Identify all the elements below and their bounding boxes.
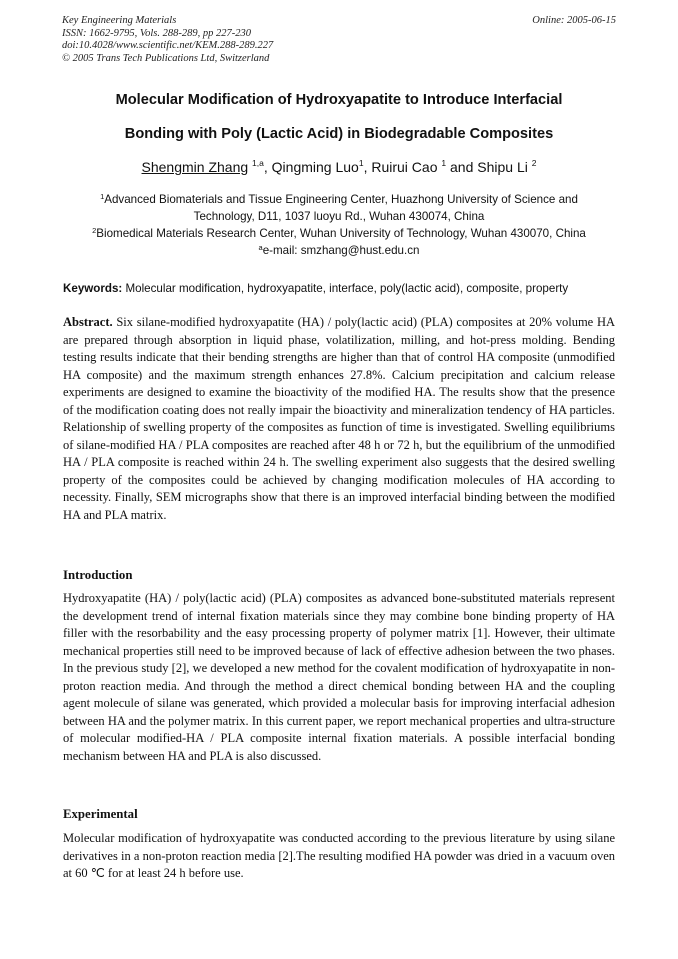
issn-line: ISSN: 1662-9795, Vols. 288-289, pp 227-230 — [62, 27, 251, 39]
author-4-affiliation-mark: 2 — [531, 158, 537, 168]
author-3: , Ruirui Cao — [363, 159, 442, 175]
copyright-line: © 2005 Trans Tech Publications Ltd, Switzerland — [62, 52, 270, 64]
email-mark: a — [258, 243, 263, 252]
paper-title-line-1: Molecular Modification of Hydroxyapatite to Introduce Interfacial — [115, 92, 563, 108]
author-2-affiliation-mark: 1 — [358, 158, 364, 168]
author-list — [62, 158, 616, 175]
online-date: Online: 2005-06-15 — [532, 15, 616, 26]
author-4: and Shipu Li — [446, 159, 532, 175]
contact-email — [62, 239, 616, 259]
author-3-affiliation-mark: 1 — [441, 158, 447, 168]
introduction-paragraph: Hydroxyapatite (HA) / poly(lactic acid) (PLA) composites as advanced bone-substituted materials represent the development trend of internal fixation materials since they may combine bone binding property of HA filler with the resorbability and the easy processing property of polymer matrix [1]. However, their ultimate mechanical properties still need to be improved because of lack of effective adhesion between the two phases. In the previous study [2], we developed a new method for the covalent modification of hydroxyapatite in non-proton reaction media. And through the method a direct chemical bonding between HA and the coupling agent molecule of silane was generated, which provided a molecular basis for improving interfacial adhesion between HA and the polymer matrix. In this current paper, we report mechanical properties and ultra-structure of molecular modified-HA / PLA composite internal fixation materials. A possible interfacial bonding mechanism between HA and PLA is also discussed. — [63, 591, 615, 763]
abstract — [63, 314, 615, 524]
journal-header — [62, 15, 616, 65]
abstract-text: Six silane-modified hydroxyapatite (HA) / poly(lactic acid) (PLA) composites at 20% volume HA are prepared through absorption in liquid phase, volatilization, milling, and hot-press molding. Bending testing results indicate that their bending strengths are higher than that of control HA composite (unmodified HA composite) and the maximum strength enhances 27.8%. Calcium precipitation and calcium release experiments are designed to examine the bioactivity of the modified HA. The results show that the presence of the modification coating does not really impair the bioactivity and mineralization tendency of HA particles. Relationship of swelling property of the composites as function of time is investigated. Swelling equilibriums of silane-modified HA / PLA composites are reached after 48 h or 72 h, but the equilibrium of the unmodified HA / PLA composite is reached within 24 h. The swelling experiment also suggests that the desired swelling property of the composites could be achieved by changing modification molecules of HA according to necessity. Finally, SEM micrographs show that there is an improved interfacial binding between the modified HA and PLA matrix. — [63, 315, 615, 522]
journal-name: Key Engineering Materials — [62, 15, 177, 26]
experimental-paragraph: Molecular modification of hydroxyapatite was conducted according to the previous literature by using silane derivatives in a non-proton reaction media [2].The resulting modified HA powder was dried in a vacuum oven at 60 ℃ for at least 24 h before use. — [63, 831, 615, 880]
affiliation-1-mark: 1 — [100, 192, 105, 201]
keywords — [63, 282, 619, 295]
email-address: e-mail: smzhang@hust.edu.cn — [262, 244, 420, 257]
author-2: , Qingming Luo — [263, 159, 359, 175]
paper-title-line-2: Bonding with Poly (Lactic Acid) in Biodegradable Composites — [124, 126, 554, 142]
affiliation-1-line-1: Advanced Biomaterials and Tissue Engineering Center, Huazhong University of Science and — [104, 193, 578, 206]
affiliation-1 — [62, 188, 616, 225]
affiliation-2-line-1: Biomedical Materials Research Center, Wuhan University of Technology, Wuhan 430070, China — [96, 227, 586, 240]
author-1-affiliation-mark: 1,a — [252, 158, 264, 168]
abstract-label: Abstract. — [63, 315, 113, 329]
keywords-label: Keywords: — [63, 282, 123, 295]
author-corresponding: Shengmin Zhang — [141, 159, 249, 175]
introduction-heading: Introduction — [63, 568, 133, 582]
keywords-text: Molecular modification, hydroxyapatite, interface, poly(lactic acid), composite, property — [122, 282, 569, 295]
affiliation-1-line-2: Technology, D11, 1037 luoyu Rd., Wuhan 430074, China — [193, 210, 485, 223]
affiliation-2-mark: 2 — [92, 226, 97, 235]
experimental-heading: Experimental — [63, 807, 138, 821]
doi-line: doi:10.4028/www.scientific.net/KEM.288-289.227 — [62, 40, 274, 51]
